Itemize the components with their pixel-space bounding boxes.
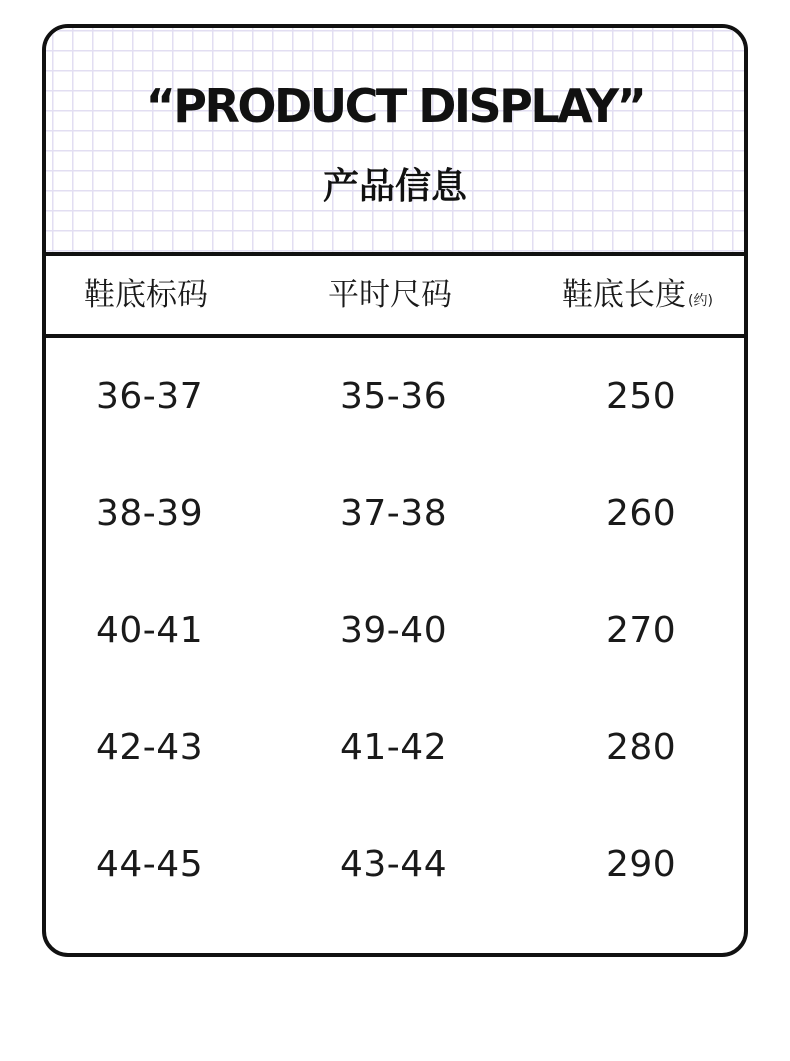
column-header-sole-length xyxy=(562,256,713,334)
cell-sole-size: 38-39 xyxy=(96,493,204,534)
cell-sole-length: 250 xyxy=(606,376,677,417)
cell-regular-size: 37-38 xyxy=(340,493,448,534)
grid-header xyxy=(46,28,744,252)
column-header-sole-size xyxy=(84,256,208,334)
column-header-regular-size xyxy=(328,256,452,334)
cell-regular-size: 39-40 xyxy=(340,610,448,651)
column-header-label: 鞋底长度 xyxy=(562,277,686,313)
table-row xyxy=(46,689,744,806)
table-row xyxy=(46,455,744,572)
table-row xyxy=(46,806,744,923)
cell-regular-size: 43-44 xyxy=(340,844,448,885)
table-row xyxy=(46,572,744,689)
table-header-row xyxy=(46,252,744,338)
cell-regular-size: 41-42 xyxy=(340,727,448,768)
cell-sole-length: 280 xyxy=(606,727,677,768)
cell-sole-length: 270 xyxy=(606,610,677,651)
cell-sole-length: 290 xyxy=(606,844,677,885)
cell-regular-size: 35-36 xyxy=(340,376,448,417)
cell-sole-length: 260 xyxy=(606,493,677,534)
page-title: “PRODUCT DISPLAY” xyxy=(145,79,645,133)
cell-sole-size: 44-45 xyxy=(96,844,204,885)
cell-sole-size: 40-41 xyxy=(96,610,204,651)
product-info-card xyxy=(42,24,748,957)
column-header-note: (约) xyxy=(688,293,713,309)
column-header-label: 平时尺码 xyxy=(328,277,452,313)
cell-sole-size: 42-43 xyxy=(96,727,204,768)
cell-sole-size: 36-37 xyxy=(96,376,204,417)
page-subtitle: 产品信息 xyxy=(322,166,467,207)
table-row xyxy=(46,338,744,455)
column-header-label: 鞋底标码 xyxy=(84,277,208,313)
